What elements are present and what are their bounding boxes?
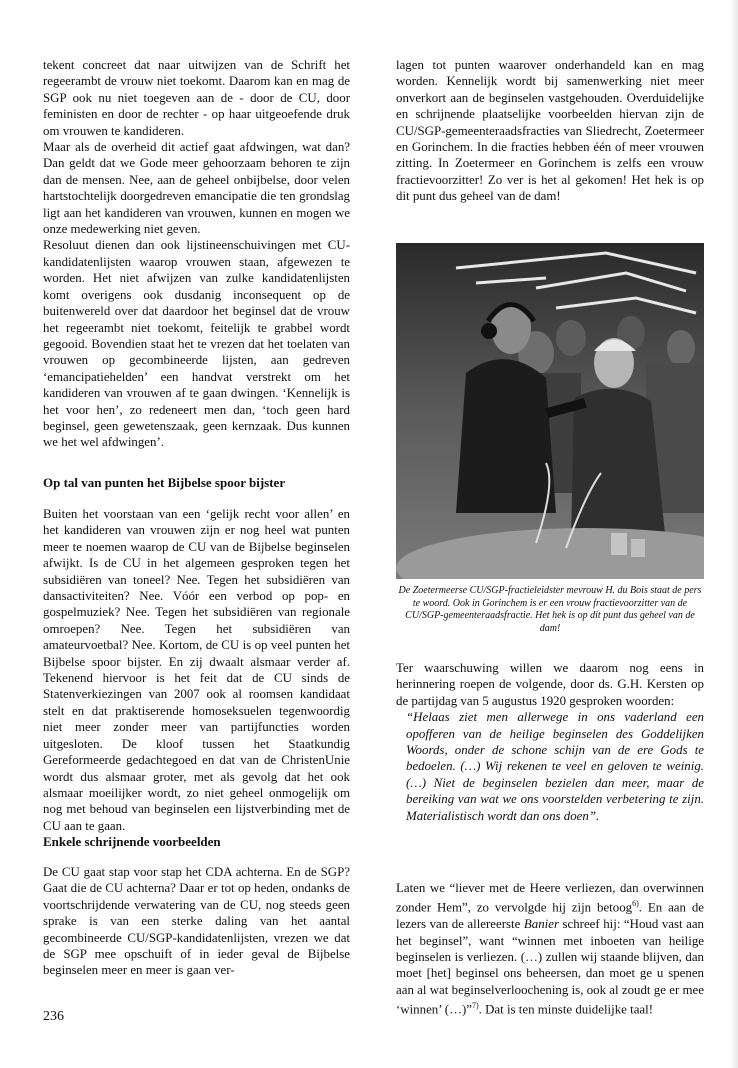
paragraph: Resoluut dienen dan ook lijstineenschuivingen met CU-kandidatenlijsten waarop vrouwen staan, afgewezen te worden. Het niet afwijzen van zulke kandidatenlijsten komt overigens ook dusdanig inconsequent op de buitenwereld over dat daardoor het beginsel dat de vrouw het regeerambt niet toekomt, feitelijk te grabbel wordt gegooid. Bovendien staat het te vrezen dat het toelaten van vrouwen op gecombineerde lijsten, aan gedreven ‘emancipatiehelden’ een handvat verstrekt om het kandideren van vrouwen af te gaan dwingen. ‘Kennelijk is het voor hen’, zo redeneert men dan, ‘toch geen hard beginsel, geen gewetenszaak, geen kernzaak. Dus kunnen we het wel afdwingen’. [43,238,350,450]
page-number: 236 [43,1009,64,1024]
photo-illustration [396,243,704,579]
text-span: Laten we “liever met de Heere verliezen, dan overwinnen zonder Hem”, zo vervolgde hij zijn betoog [396,881,704,915]
left-section-2 [43,864,350,979]
right-section-3 [396,880,704,1018]
publication-name: Banier [523,917,559,932]
quote: “Helaas ziet men allerwege in ons vaderland een opofferen van de heilige beginselen des Goddelijken Woords, onder de schone schijn van de ere Gods te bedoelen. (…) Wij rekenen te veel en geloven te weinig. (…) Niet de beginselen bezielen dan meer, maar de bereiking van wat we ons voorstelden verbetering te zijn. Materialistisch wordt dan ons doen”. [406,710,704,823]
paragraph [396,880,704,1018]
paragraph: tekent concreet dat naar uitwijzen van de Schrift het regeerambt de vrouw niet toekomt. Daarom kan en mag de SGP ook nu niet toegeven aan de - door de CU, door feministen en door de rechter - op haar uitgeoefende druk om vrouwen te kandideren. [43,58,350,138]
paragraph: De CU gaat stap voor stap het CDA achterna. En de SGP? Gaat die de CU achterna? Daar er tot op heden, ondanks de voortschrijdende verwatering van de CU, nog steeds geen sprake is van een sterke daling van het aantal gecombineerde CU/SGP-kandidatenlijsten, vrezen we dat de SGP mee opschuift of in ieder geval de Bijbelse beginselen meer en meer is gaan ver- [43,865,350,978]
left-column [43,57,350,451]
page-edge [730,0,738,1068]
paragraph: Buiten het voorstaan van een ‘gelijk recht voor allen’ en het kandideren van vrouwen zijn er nog heel wat punten meer te noemen waarop de CU van de Bijbelse beginselen afwijkt. Is de CU in het algemeen gesproken tegen het subsidiëren van toneel? Nee. Tegen het subsidiëren van dansactiviteiten? Nee. Vóór een verbod op pop- en gospelmuziek? Nee. Tegen het subsidiëren van regionale omroepen? Nee. Tegen het subsidiëren van amateurvoetbal? Nee. Kortom, de CU is op veel punten het Bijbelse spoor bijster. En zij dwaalt alsmaar verder af. Tekenend hiervoor is het feit dat de CU sinds de Statenverkiezingen van 2007 ook al roomsen kandidaat stelt en dat praktiserende homoseksuelen tegenwoordig niet meer zonder meer van partijfuncties worden uitgesloten. De kloof tussen het Staatkundig Gereformeerde gedachtegoed en dat van de ChristenUnie wordt dus alsmaar groter, met als gevolg dat het ook alsmaar moeilijker wordt, zo niet geheel onmogelijk om nog met behoud van beginselen een lijstverbinding met de CU aan te gaan. [43,507,350,833]
right-section-2 [396,660,704,824]
text-span: schreef hij: “Houd vast aan het beginsel”, want “winnen met inboeten van heilige beginselen is verliezen. (…) zullen wij staande blijven, dan moet [het] beginsel ons beheersen, dan moet ge u spenen aan al wat beginselverloochening is, ook al zoudt ge er mee ‘winnen’ (…)” [396,917,704,1017]
paragraph: lagen tot punten waarover onderhandeld kan en mag worden. Kennelijk wordt bij samenwerking niet meer onverkort aan de beginselen vastgehouden. Overduidelijke en schrijnende plaatselijke voorbeelden hiervan zijn de CU/SGP-gemeenteraadsfracties van Sliedrecht, Zoetermeer en Gorinchem. In die fracties hebben één of meer vrouwen zitting. In Zoetermeer en Gorinchem is zelfs een vrouw fractievoorzitter! Zo ver is het al gekomen! Het hek is op dit punt dus geheel van de dam! [396,58,704,204]
section-heading: Op tal van punten het Bijbelse spoor bijster [43,475,286,490]
footnote-ref: 7) [472,1001,479,1011]
text-span: . Dat is ten minste duidelijke taal! [478,1002,654,1017]
right-column [396,57,704,205]
left-section-1 [43,506,350,834]
photo-caption: De Zoetermeerse CU/SGP-fractieleidster mevrouw H. du Bois staat de pers te woord. Ook in Gorinchem is er een vrouw fractievoorzitter van de CU/SGP-gemeenteraadsfractie. Het hek is op dit punt dus geheel van de dam! [398,585,702,634]
press-photo [396,243,704,579]
text-span: . En aan de lezers van de allereerste [396,900,704,932]
footnote-ref: 6) [632,899,639,909]
paragraph: Maar als de overheid dit actief gaat afdwingen, wat dan? Dan geldt dat we Gode meer gehoorzaam behoren te zijn dan de mensen. Nee, aan de geheel onbijbelse, door velen hartstochtelijk doorgedreven emancipatie die ten grondslag ligt aan het kandideren van vrouwen, kunnen en mogen we onze medewerking niet geven. [43,140,350,237]
paragraph: Ter waarschuwing willen we daarom nog eens in herinnering roepen de volgende, door ds. G.H. Kersten op de partijdag van 5 augustus 1920 gesproken woorden: [396,661,704,708]
section-heading: Enkele schrijnende voorbeelden [43,834,221,849]
